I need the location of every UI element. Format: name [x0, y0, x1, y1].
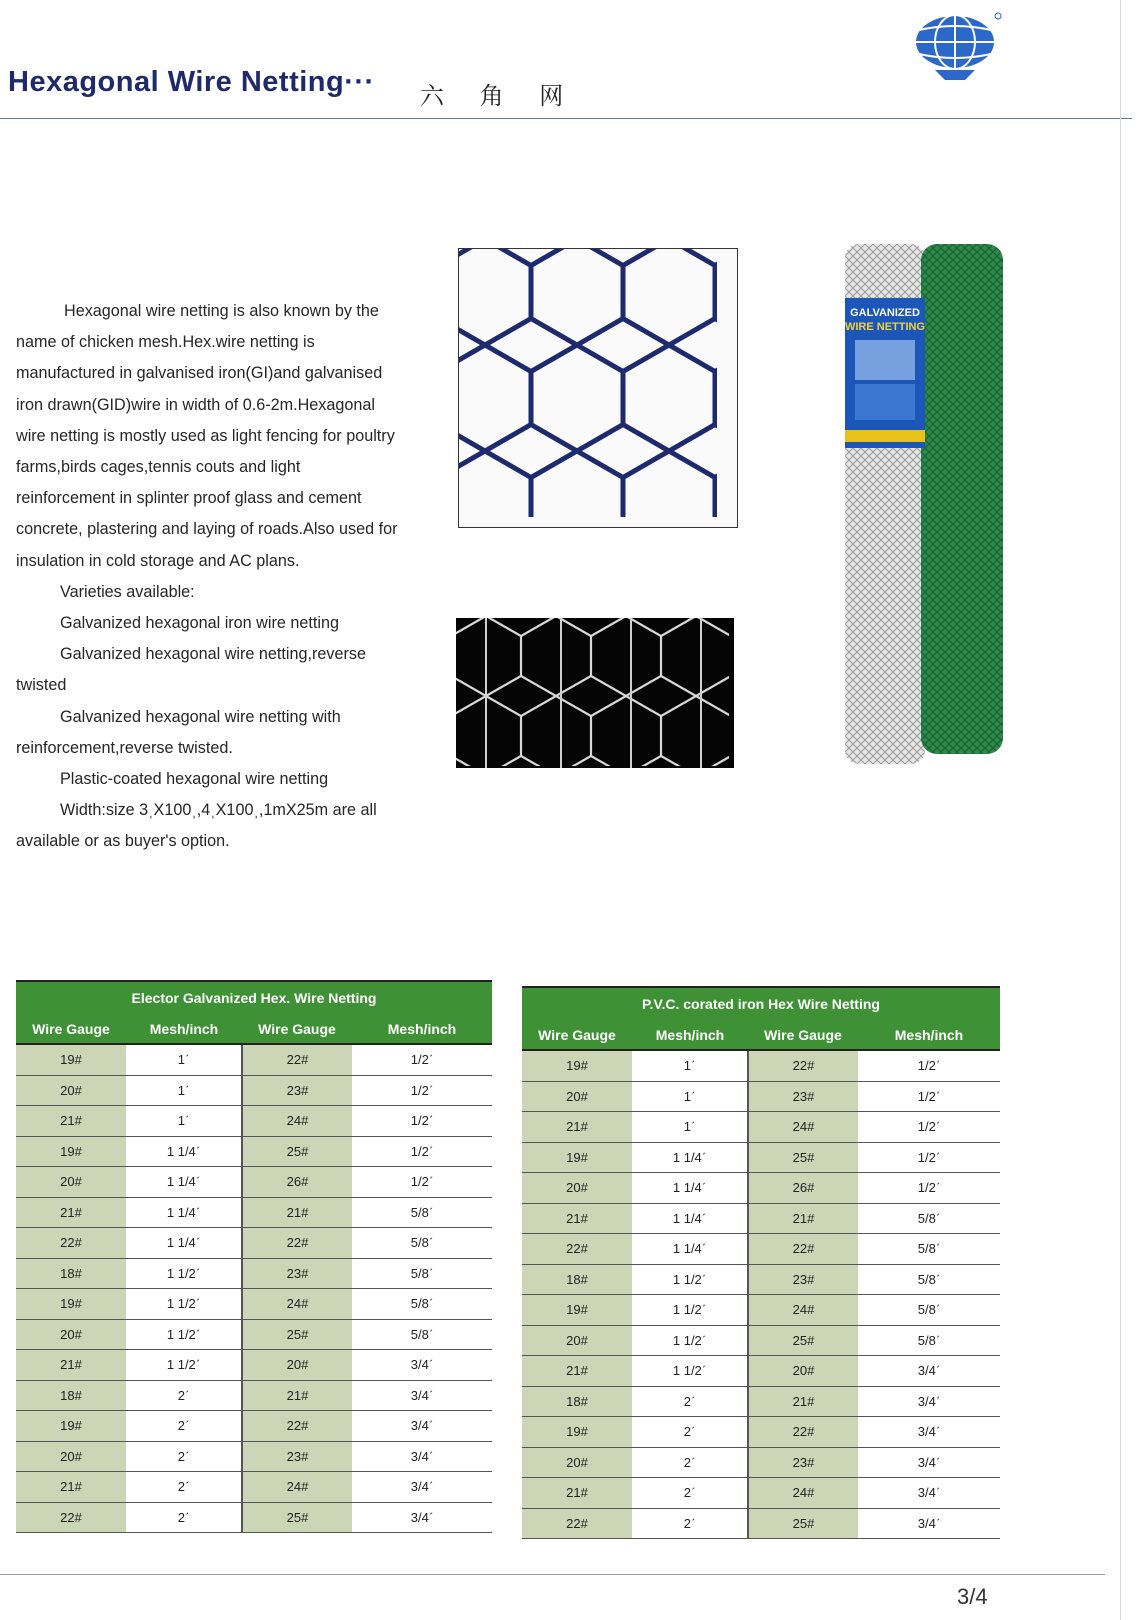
table-row	[16, 1197, 492, 1228]
table-row	[16, 1472, 492, 1503]
mesh-per-inch-cell: 3/4ˊ	[858, 1508, 1000, 1539]
blue-hex-mesh-photo	[458, 248, 738, 528]
wire-gauge-cell: 21#	[522, 1112, 632, 1143]
table-row	[522, 1447, 1000, 1478]
wire-gauge-cell: 19#	[522, 1142, 632, 1173]
wire-gauge-cell: 20#	[522, 1173, 632, 1204]
table-row	[16, 1411, 492, 1442]
table-body	[522, 1050, 1000, 1539]
table-row	[16, 1502, 492, 1533]
wire-gauge-cell: 23#	[748, 1081, 858, 1112]
wire-gauge-cell: 25#	[748, 1508, 858, 1539]
table-row	[522, 1203, 1000, 1234]
column-header: Wire Gauge	[16, 1014, 126, 1044]
mesh-per-inch-cell: 5/8ˊ	[352, 1197, 492, 1228]
mesh-per-inch-cell: 1ˊ	[632, 1050, 748, 1081]
mesh-per-inch-cell: 1 1/4ˊ	[632, 1142, 748, 1173]
table-row	[16, 1044, 492, 1075]
mesh-per-inch-cell: 1 1/4ˊ	[632, 1234, 748, 1265]
table-row	[522, 1234, 1000, 1265]
mesh-per-inch-cell: 1/2ˊ	[352, 1136, 492, 1167]
mesh-per-inch-cell: 1 1/2ˊ	[126, 1319, 242, 1350]
table-row	[522, 1356, 1000, 1387]
wire-gauge-cell: 20#	[748, 1356, 858, 1387]
mesh-per-inch-cell: 5/8ˊ	[352, 1228, 492, 1259]
mesh-per-inch-cell: 1 1/2ˊ	[632, 1356, 748, 1387]
wire-gauge-cell: 23#	[748, 1264, 858, 1295]
mesh-per-inch-cell: 1/2ˊ	[858, 1173, 1000, 1204]
wire-gauge-cell: 22#	[242, 1044, 352, 1075]
table-row	[522, 1508, 1000, 1539]
mesh-per-inch-cell: 1 1/4ˊ	[632, 1203, 748, 1234]
wire-gauge-cell: 19#	[522, 1417, 632, 1448]
electro-galvanized-table	[16, 980, 492, 1533]
column-header: Wire Gauge	[748, 1020, 858, 1050]
mesh-per-inch-cell: 1 1/2ˊ	[126, 1258, 242, 1289]
page-number: 3/4	[957, 1584, 988, 1609]
mesh-per-inch-cell: 3/4ˊ	[858, 1447, 1000, 1478]
silver-mesh-black-photo	[456, 618, 734, 768]
column-header: Mesh/inch	[858, 1020, 1000, 1050]
wire-gauge-cell: 18#	[16, 1258, 126, 1289]
variety-item: Galvanized hexagonal wire netting,reverse twisted	[16, 645, 366, 695]
mesh-per-inch-cell: 2ˊ	[126, 1441, 242, 1472]
table-row	[16, 1289, 492, 1320]
table-row	[16, 1075, 492, 1106]
table-row	[16, 1350, 492, 1381]
mesh-per-inch-cell: 5/8ˊ	[858, 1203, 1000, 1234]
page-title-chinese: 六 角 网	[420, 82, 578, 110]
table-row	[16, 1258, 492, 1289]
mesh-per-inch-cell: 2ˊ	[126, 1380, 242, 1411]
column-header: Wire Gauge	[522, 1020, 632, 1050]
table-row	[522, 1417, 1000, 1448]
mesh-per-inch-cell: 1 1/4ˊ	[126, 1167, 242, 1198]
svg-text:WIRE NETTING: WIRE NETTING	[845, 321, 926, 333]
globe-logo-icon	[905, 8, 1005, 80]
column-header: Mesh/inch	[352, 1014, 492, 1044]
wire-gauge-cell: 22#	[522, 1508, 632, 1539]
wire-gauge-cell: 23#	[748, 1447, 858, 1478]
wire-gauge-cell: 22#	[748, 1417, 858, 1448]
mesh-per-inch-cell: 1ˊ	[632, 1081, 748, 1112]
wire-gauge-cell: 24#	[748, 1295, 858, 1326]
wire-gauge-cell: 26#	[748, 1173, 858, 1204]
mesh-per-inch-cell: 1 1/4ˊ	[126, 1136, 242, 1167]
wire-gauge-cell: 20#	[522, 1325, 632, 1356]
mesh-per-inch-cell: 3/4ˊ	[352, 1472, 492, 1503]
mesh-per-inch-cell: 1/2ˊ	[858, 1142, 1000, 1173]
mesh-per-inch-cell: 1 1/2ˊ	[126, 1289, 242, 1320]
table-row	[522, 1325, 1000, 1356]
wire-gauge-cell: 22#	[16, 1228, 126, 1259]
table-row	[522, 1081, 1000, 1112]
mesh-per-inch-cell: 5/8ˊ	[352, 1319, 492, 1350]
mesh-per-inch-cell: 3/4ˊ	[352, 1411, 492, 1442]
wire-gauge-cell: 21#	[16, 1106, 126, 1137]
table-row	[16, 1319, 492, 1350]
mesh-per-inch-cell: 5/8ˊ	[858, 1264, 1000, 1295]
wire-gauge-cell: 20#	[16, 1441, 126, 1472]
wire-gauge-cell: 24#	[242, 1289, 352, 1320]
wire-gauge-cell: 18#	[522, 1264, 632, 1295]
page-edge-line	[1120, 0, 1121, 1620]
mesh-per-inch-cell: 3/4ˊ	[858, 1417, 1000, 1448]
mesh-per-inch-cell: 1 1/2ˊ	[126, 1350, 242, 1381]
wire-gauge-cell: 24#	[748, 1112, 858, 1143]
wire-gauge-cell: 22#	[748, 1234, 858, 1265]
wire-gauge-cell: 22#	[748, 1050, 858, 1081]
wire-gauge-cell: 23#	[242, 1441, 352, 1472]
wire-gauge-cell: 20#	[522, 1081, 632, 1112]
table-row	[522, 1173, 1000, 1204]
table-row	[16, 1167, 492, 1198]
mesh-per-inch-cell: 2ˊ	[632, 1417, 748, 1448]
mesh-per-inch-cell: 1/2ˊ	[858, 1112, 1000, 1143]
variety-item: Galvanized hexagonal iron wire netting	[60, 614, 339, 633]
column-header: Wire Gauge	[242, 1014, 352, 1044]
table-row	[16, 1136, 492, 1167]
wire-gauge-cell: 24#	[242, 1106, 352, 1137]
mesh-per-inch-cell: 3/4ˊ	[352, 1350, 492, 1381]
wire-gauge-cell: 25#	[748, 1325, 858, 1356]
wire-gauge-cell: 21#	[16, 1472, 126, 1503]
mesh-per-inch-cell: 5/8ˊ	[858, 1234, 1000, 1265]
wire-gauge-cell: 21#	[16, 1197, 126, 1228]
mesh-per-inch-cell: 5/8ˊ	[352, 1258, 492, 1289]
table-row	[16, 1228, 492, 1259]
mesh-per-inch-cell: 1ˊ	[126, 1075, 242, 1106]
wire-gauge-cell: 20#	[16, 1319, 126, 1350]
wire-gauge-cell: 23#	[242, 1258, 352, 1289]
mesh-per-inch-cell: 5/8ˊ	[858, 1295, 1000, 1326]
wire-gauge-cell: 25#	[242, 1319, 352, 1350]
table-row	[522, 1142, 1000, 1173]
variety-item: Galvanized hexagonal wire netting with reinforcement,reverse twisted.	[16, 707, 341, 757]
mesh-per-inch-cell: 3/4ˊ	[352, 1502, 492, 1533]
wire-gauge-cell: 18#	[522, 1386, 632, 1417]
wire-gauge-cell: 22#	[522, 1234, 632, 1265]
mesh-per-inch-cell: 5/8ˊ	[352, 1289, 492, 1320]
wire-gauge-cell: 18#	[16, 1380, 126, 1411]
wire-gauge-cell: 25#	[748, 1142, 858, 1173]
wire-gauge-cell: 22#	[242, 1228, 352, 1259]
wire-gauge-cell: 21#	[522, 1478, 632, 1509]
mesh-per-inch-cell: 2ˊ	[632, 1478, 748, 1509]
mesh-per-inch-cell: 1 1/2ˊ	[632, 1264, 748, 1295]
mesh-per-inch-cell: 1ˊ	[126, 1106, 242, 1137]
mesh-per-inch-cell: 1 1/2ˊ	[632, 1295, 748, 1326]
mesh-per-inch-cell: 1/2ˊ	[352, 1044, 492, 1075]
wire-gauge-cell: 21#	[522, 1203, 632, 1234]
mesh-per-inch-cell: 3/4ˊ	[858, 1478, 1000, 1509]
header-divider	[0, 118, 1132, 119]
wire-gauge-cell: 25#	[242, 1136, 352, 1167]
table-row	[522, 1050, 1000, 1081]
mesh-per-inch-cell: 3/4ˊ	[858, 1386, 1000, 1417]
table-row	[522, 1264, 1000, 1295]
wire-gauge-cell: 19#	[16, 1136, 126, 1167]
table-body	[16, 1044, 492, 1533]
wire-gauge-cell: 22#	[242, 1411, 352, 1442]
mesh-per-inch-cell: 1 1/2ˊ	[632, 1325, 748, 1356]
wire-gauge-cell: 26#	[242, 1167, 352, 1198]
wire-gauge-cell: 20#	[16, 1075, 126, 1106]
wire-gauge-cell: 21#	[748, 1386, 858, 1417]
table-row	[16, 1441, 492, 1472]
wire-gauge-cell: 19#	[16, 1289, 126, 1320]
mesh-per-inch-cell: 2ˊ	[126, 1472, 242, 1503]
table-row	[522, 1386, 1000, 1417]
column-header: Mesh/inch	[632, 1020, 748, 1050]
mesh-per-inch-cell: 1/2ˊ	[352, 1075, 492, 1106]
mesh-per-inch-cell: 3/4ˊ	[352, 1380, 492, 1411]
mesh-per-inch-cell: 1/2ˊ	[858, 1050, 1000, 1081]
wire-netting-rolls-photo	[845, 244, 1015, 774]
mesh-per-inch-cell: 2ˊ	[632, 1386, 748, 1417]
wire-gauge-cell: 19#	[522, 1295, 632, 1326]
wire-gauge-cell: 24#	[748, 1478, 858, 1509]
wire-gauge-cell: 25#	[242, 1502, 352, 1533]
mesh-per-inch-cell: 2ˊ	[632, 1447, 748, 1478]
mesh-per-inch-cell: 1/2ˊ	[352, 1106, 492, 1137]
mesh-per-inch-cell: 2ˊ	[126, 1411, 242, 1442]
varieties-heading: Varieties available:	[60, 582, 195, 601]
mesh-per-inch-cell: 1 1/4ˊ	[632, 1173, 748, 1204]
wire-gauge-cell: 19#	[16, 1411, 126, 1442]
mesh-per-inch-cell: 2ˊ	[126, 1502, 242, 1533]
footer-divider	[0, 1574, 1105, 1575]
description-paragraph: Hexagonal wire netting is also known by the name of chicken mesh.Hex.wire netting is manufactured in galvanised iron(GI)and galvanised iron drawn(GID)wire in width of 0.6-2m.Hexagonal wire netting is mostly used as light fencing for poultry farms,birds cages,tennis couts and light reinforcement in splinter proof glass and cement concrete, plastering and laying of roads.Also used for insulation in cold storage and AC plans.	[16, 302, 398, 570]
mesh-per-inch-cell: 1/2ˊ	[858, 1081, 1000, 1112]
mesh-per-inch-cell: 5/8ˊ	[858, 1325, 1000, 1356]
pvc-coated-table	[522, 986, 1000, 1539]
description-text	[16, 296, 400, 858]
width-note: Width:size 3ˌX100ˌ,4ˌX100ˌ,1mX25m are all available or as buyer's option.	[16, 801, 377, 851]
wire-gauge-cell: 19#	[16, 1044, 126, 1075]
table-caption: Elector Galvanized Hex. Wire Netting	[16, 981, 492, 1014]
table-row	[522, 1295, 1000, 1326]
page-title: Hexagonal Wire Netting···	[8, 66, 375, 98]
mesh-per-inch-cell: 1/2ˊ	[352, 1167, 492, 1198]
mesh-per-inch-cell: 2ˊ	[632, 1508, 748, 1539]
wire-gauge-cell: 20#	[16, 1167, 126, 1198]
table-row	[522, 1478, 1000, 1509]
mesh-per-inch-cell: 1 1/4ˊ	[126, 1228, 242, 1259]
variety-item: Plastic-coated hexagonal wire netting	[60, 770, 329, 789]
wire-gauge-cell: 21#	[522, 1356, 632, 1387]
table-row	[16, 1380, 492, 1411]
wire-gauge-cell: 21#	[16, 1350, 126, 1381]
wire-gauge-cell: 19#	[522, 1050, 632, 1081]
mesh-per-inch-cell: 1ˊ	[126, 1044, 242, 1075]
mesh-per-inch-cell: 1ˊ	[632, 1112, 748, 1143]
mesh-per-inch-cell: 3/4ˊ	[352, 1441, 492, 1472]
wire-gauge-cell: 20#	[242, 1350, 352, 1381]
wire-gauge-cell: 21#	[242, 1197, 352, 1228]
table-row	[16, 1106, 492, 1137]
wire-gauge-cell: 20#	[522, 1447, 632, 1478]
mesh-per-inch-cell: 1 1/4ˊ	[126, 1197, 242, 1228]
column-header: Mesh/inch	[126, 1014, 242, 1044]
wire-gauge-cell: 24#	[242, 1472, 352, 1503]
mesh-per-inch-cell: 3/4ˊ	[858, 1356, 1000, 1387]
table-row	[522, 1112, 1000, 1143]
svg-text:GALVANIZED: GALVANIZED	[850, 307, 920, 319]
wire-gauge-cell: 21#	[748, 1203, 858, 1234]
wire-gauge-cell: 22#	[16, 1502, 126, 1533]
wire-gauge-cell: 23#	[242, 1075, 352, 1106]
table-caption: P.V.C. corated iron Hex Wire Netting	[522, 987, 1000, 1020]
wire-gauge-cell: 21#	[242, 1380, 352, 1411]
